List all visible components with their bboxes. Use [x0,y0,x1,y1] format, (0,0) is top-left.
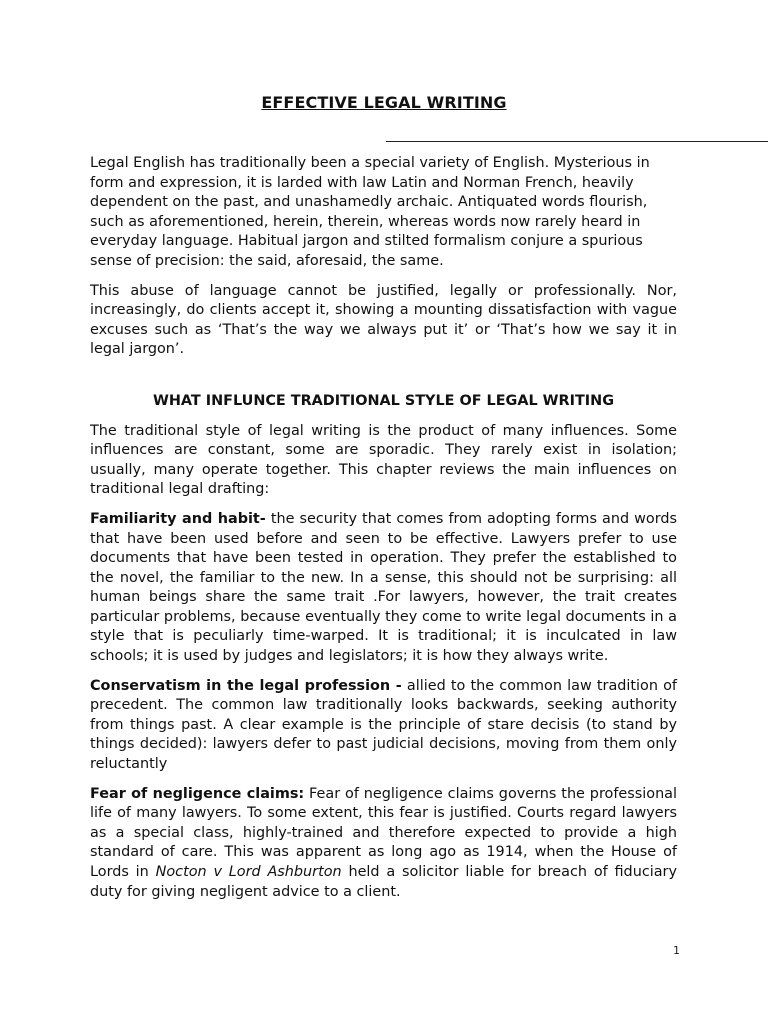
header-rule [386,141,768,142]
influence-text-conservatism: allied to the common law tradition of precedent. The common law traditionally looks backwards, seeking authority from things past. A clear example is the principle of stare decisis (to stand by things decided): lawyers defer to past judicial decisions, moving from them only reluctantly [90,677,677,773]
section-intro-paragraph: The traditional style of legal writing is the product of many influences. Some influences are constant, some are sporadic. They rarely exist in isolation; usually, many operate together. This chapter reviews the main influences on traditional legal drafting: [90,422,677,498]
section-heading: WHAT INFLUNCE TRADITIONAL STYLE OF LEGAL WRITING [152,392,615,409]
influence-text-negligence-1: Fear of negligence claims governs the professional life of many lawyers. To some extent, this fear is justified. Courts regard lawyers as a special class, highly-trained and therefore expected to provide a high standard of care. This was apparent as long ago as 1914, when the House of Lords in [90,785,678,880]
document-title: EFFECTIVE LEGAL WRITING [261,93,507,112]
influence-lead-negligence: Fear of negligence claims: [90,785,305,802]
document-body [90,154,677,912]
page-number: 1 [673,944,680,957]
influence-paragraph-conservatism [90,677,677,775]
intro-paragraph-2: This abuse of language cannot be justified, legally or professionally. Nor, increasingly, do clients accept it, showing a mounting dissatisfaction with vague excuses such as ‘That’s the way we always put it’ or ‘That’s how we say it in legal jargon’. [90,282,677,358]
influence-text-familiarity: the security that comes from adopting forms and words that have been used before and seen to be effective. Lawyers prefer to use documents that have been tested in operation. They prefer the established to the novel, the familiar to the new. In a sense, this should not be surprising: all human beings share the same trait .For lawyers, however, the trait creates particular problems, because eventually they come to write legal documents in a style that is peculiarly time-warped. It is traditional; it is inculcated in law schools; it is used by judges and legislators; it is how they always write. [90,510,678,665]
influence-paragraph-familiarity [90,510,677,667]
intro-paragraph-1: Legal English has traditionally been a special variety of English. Mysterious in form and expression, it is larded with law Latin and Norman French, heavily dependent on the past, and unashamedly archaic. Antiquated words flourish, such as aforementioned, herein, therein, whereas words now rarely heard in everyday language. Habitual jargon and stilted formalism conjure a spurious sense of precision: the said, aforesaid, the same. [90,155,650,269]
influence-lead-familiarity: Familiarity and habit- [90,510,266,527]
case-citation: Nocton v Lord Ashburton [155,864,342,880]
influence-lead-conservatism: Conservatism in the legal profession - [90,677,402,694]
influence-paragraph-negligence [90,785,677,903]
influence-text-negligence-2: held a solicitor liable for breach of fiduciary duty for giving negligent advice to a client. [90,864,677,900]
